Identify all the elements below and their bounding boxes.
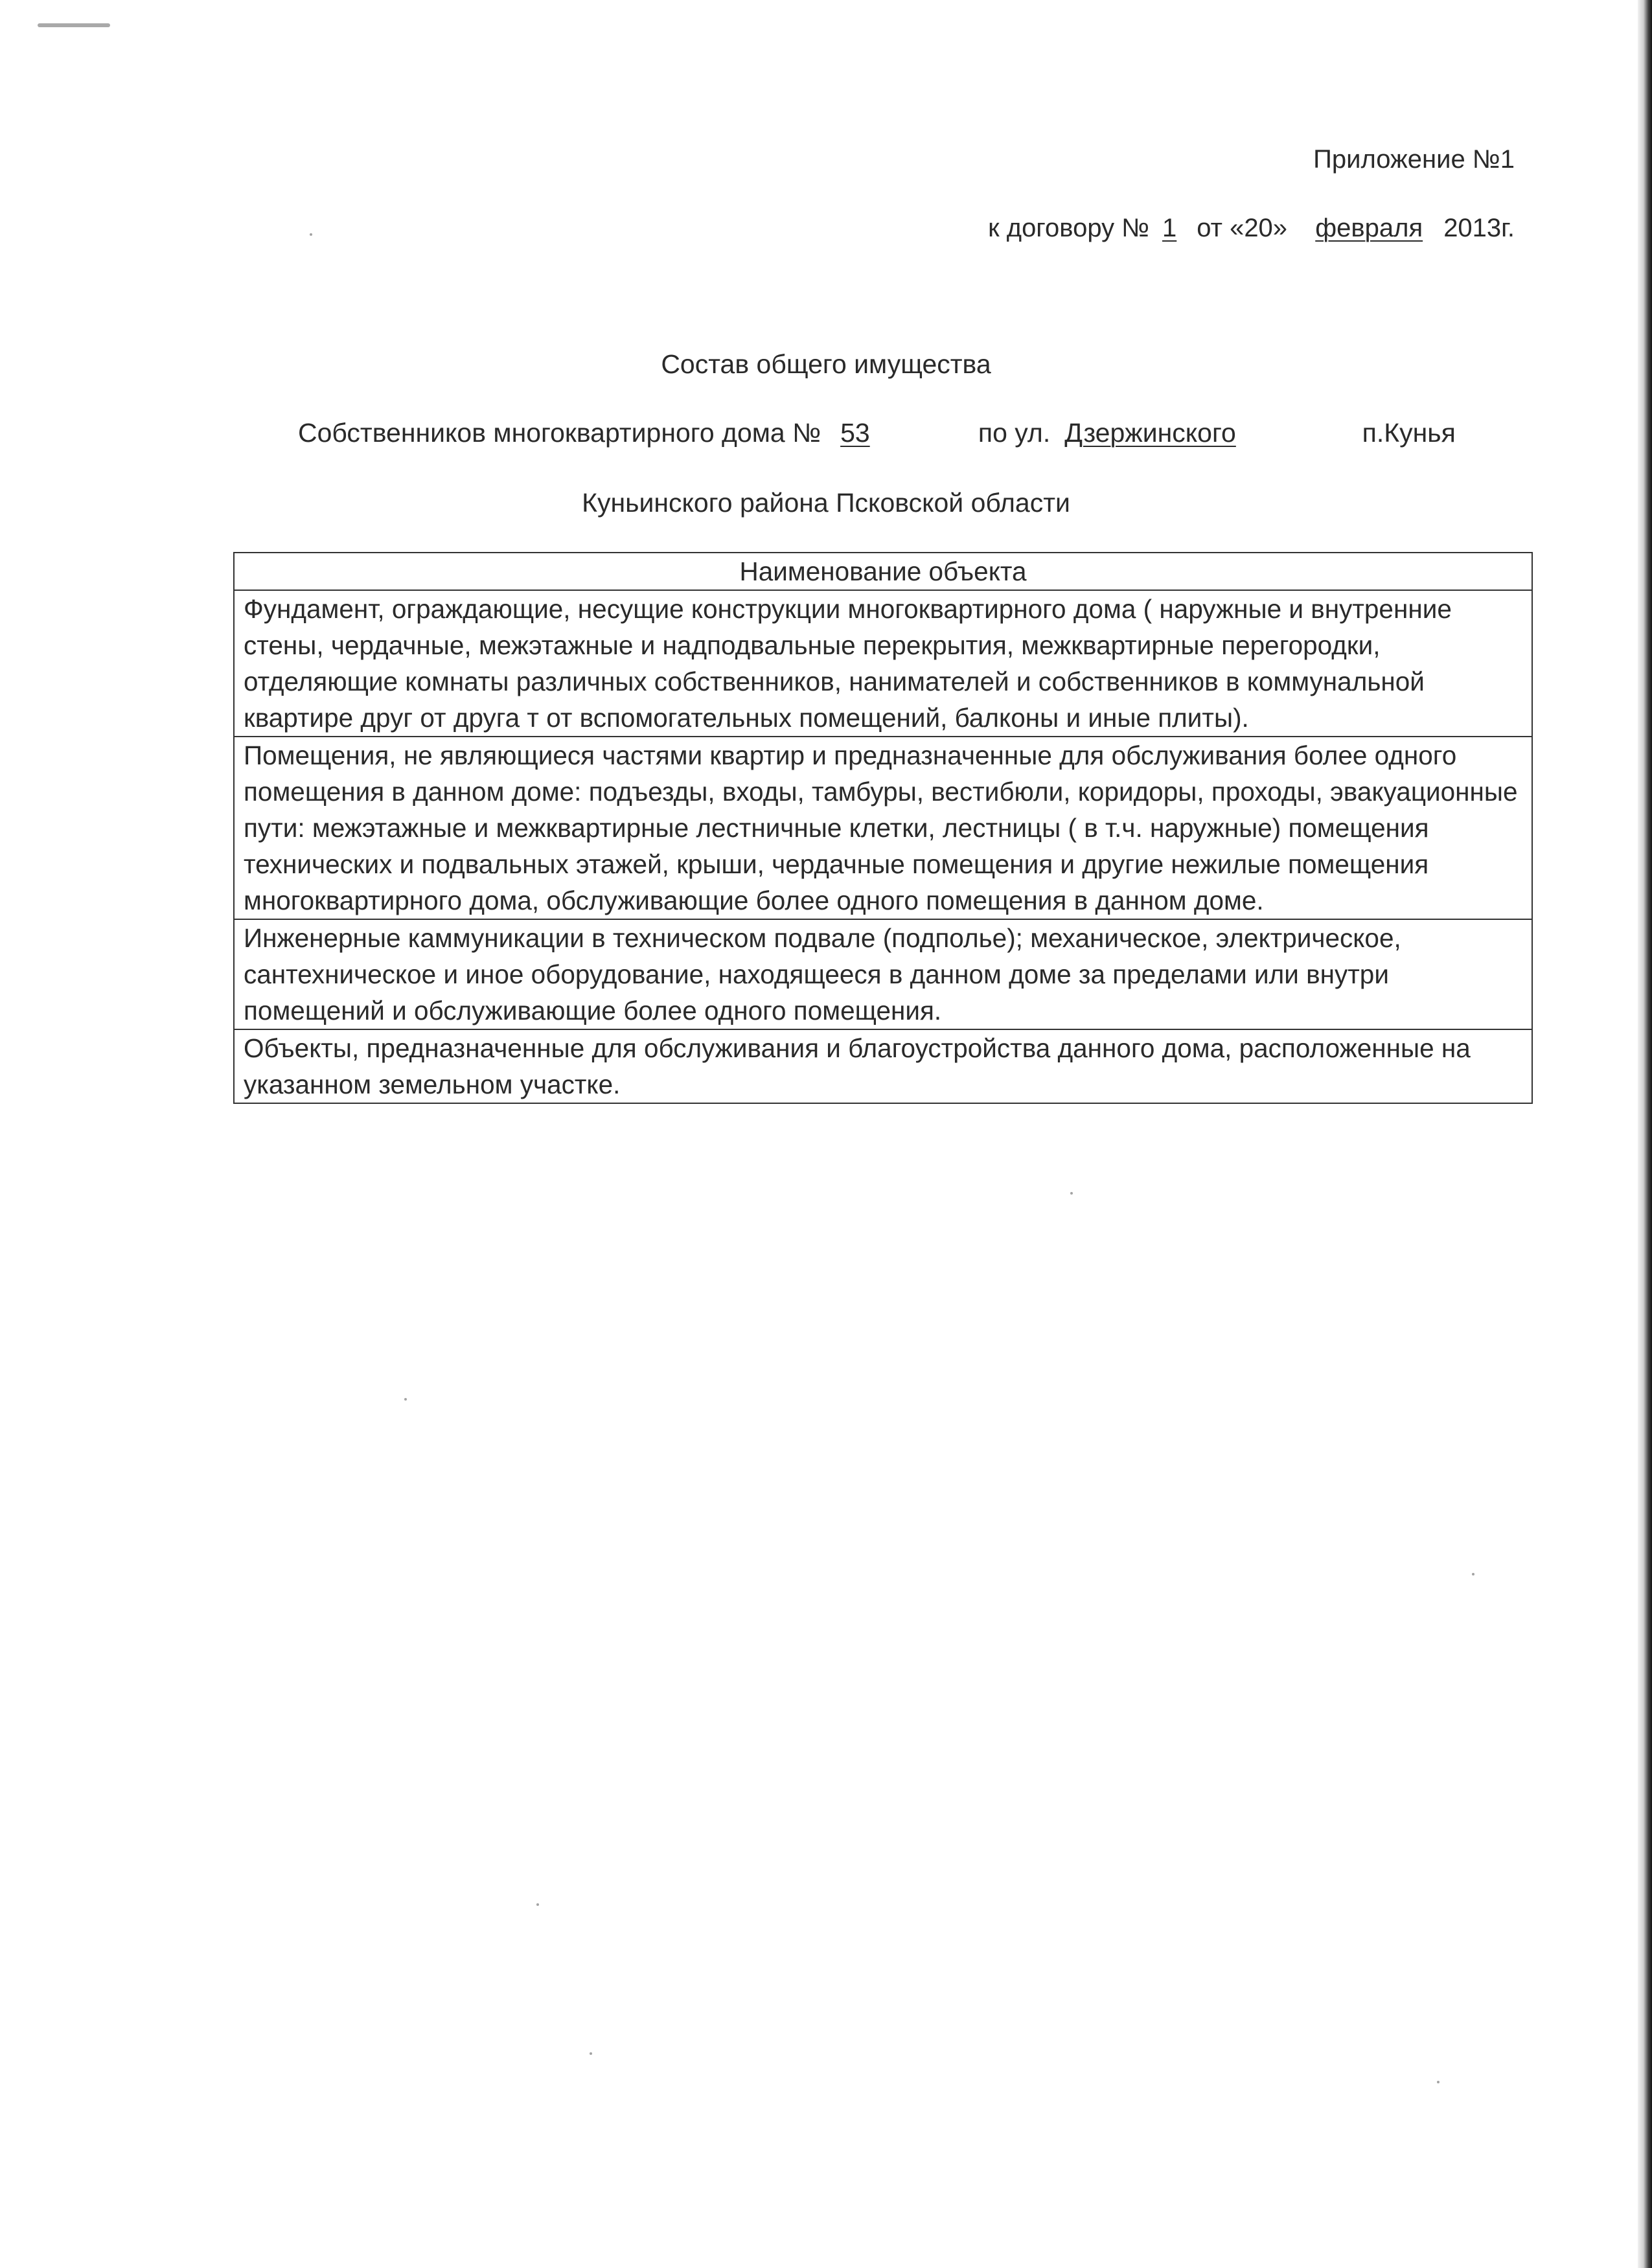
settlement-name: п.Кунья — [1362, 418, 1456, 448]
scan-speck — [310, 233, 312, 236]
scan-speck — [404, 1398, 407, 1401]
scan-speck — [1437, 2081, 1440, 2083]
owners-line — [298, 415, 1456, 451]
contract-year: 2013г. — [1443, 214, 1515, 242]
scan-speck — [590, 2052, 592, 2055]
table-cell-land-objects: Объекты, предназначенные для обслуживания и благоустройства данного дома, расположенные на указанном земельном участке. — [234, 1029, 1532, 1103]
scan-artifact-mark — [38, 23, 110, 27]
house-number: 53 — [840, 418, 870, 448]
table-header-cell: Наименование объекта — [234, 553, 1532, 590]
owners-prefix: Собственников многоквартирного дома № — [298, 418, 821, 448]
table-header-row — [234, 553, 1532, 590]
contract-date-prefix: от «20» — [1197, 214, 1288, 242]
street-prefix: по ул. — [978, 418, 1051, 448]
contract-number: 1 — [1162, 214, 1177, 242]
document-heading: Состав общего имущества — [661, 349, 991, 379]
contract-month: февраля — [1315, 214, 1423, 242]
scan-speck — [1472, 1573, 1474, 1575]
table-row — [234, 737, 1532, 919]
common-property-table — [233, 552, 1533, 1104]
street-name: Дзержинского — [1064, 418, 1236, 448]
table-cell-engineering: Инженерные каммуникации в техническом подвале (подполье); механическое, электрическое, сантехническое и иное оборудование, находящееся в данном доме за пределами или внутри помещений и обслуживающие более одного помещения. — [234, 919, 1532, 1029]
scan-speck — [1070, 1192, 1073, 1195]
table-row — [234, 590, 1532, 737]
table-row — [234, 1029, 1532, 1103]
table-cell-premises: Помещения, не являющиеся частями квартир и предназначенные для обслуживания более одного помещения в данном доме: подъезды, входы, тамбуры, вестибюли, коридоры, проходы, эвакуационные пути: межэтажные и межквартирные лестничные клетки, лестницы ( в т.ч. наружные) помещения технических и подвальных этажей, крыши, чердачные помещения и другие нежилые помещения многоквартирного дома, обслуживающие более одного помещения в данном доме. — [234, 737, 1532, 919]
table-row — [234, 919, 1532, 1029]
table-cell-structures: Фундамент, ограждающие, несущие конструкции многоквартирного дома ( наружные и внутренние стены, чердачные, межэтажные и надподвальные перекрытия, межквартирные перегородки, отделяющие комнаты различных собственников, нанимателей и собственников в коммунальной квартире друг от друга т от вспомогательных помещений, балконы и иные плиты). — [234, 590, 1532, 737]
contract-reference — [988, 210, 1515, 246]
appendix-title: Приложение №1 — [1313, 145, 1515, 174]
contract-prefix: к договору № — [988, 214, 1150, 242]
scan-edge-shadow — [1638, 0, 1652, 2268]
scan-speck — [536, 1903, 539, 1906]
district-line: Куньинского района Псковской области — [582, 488, 1070, 518]
